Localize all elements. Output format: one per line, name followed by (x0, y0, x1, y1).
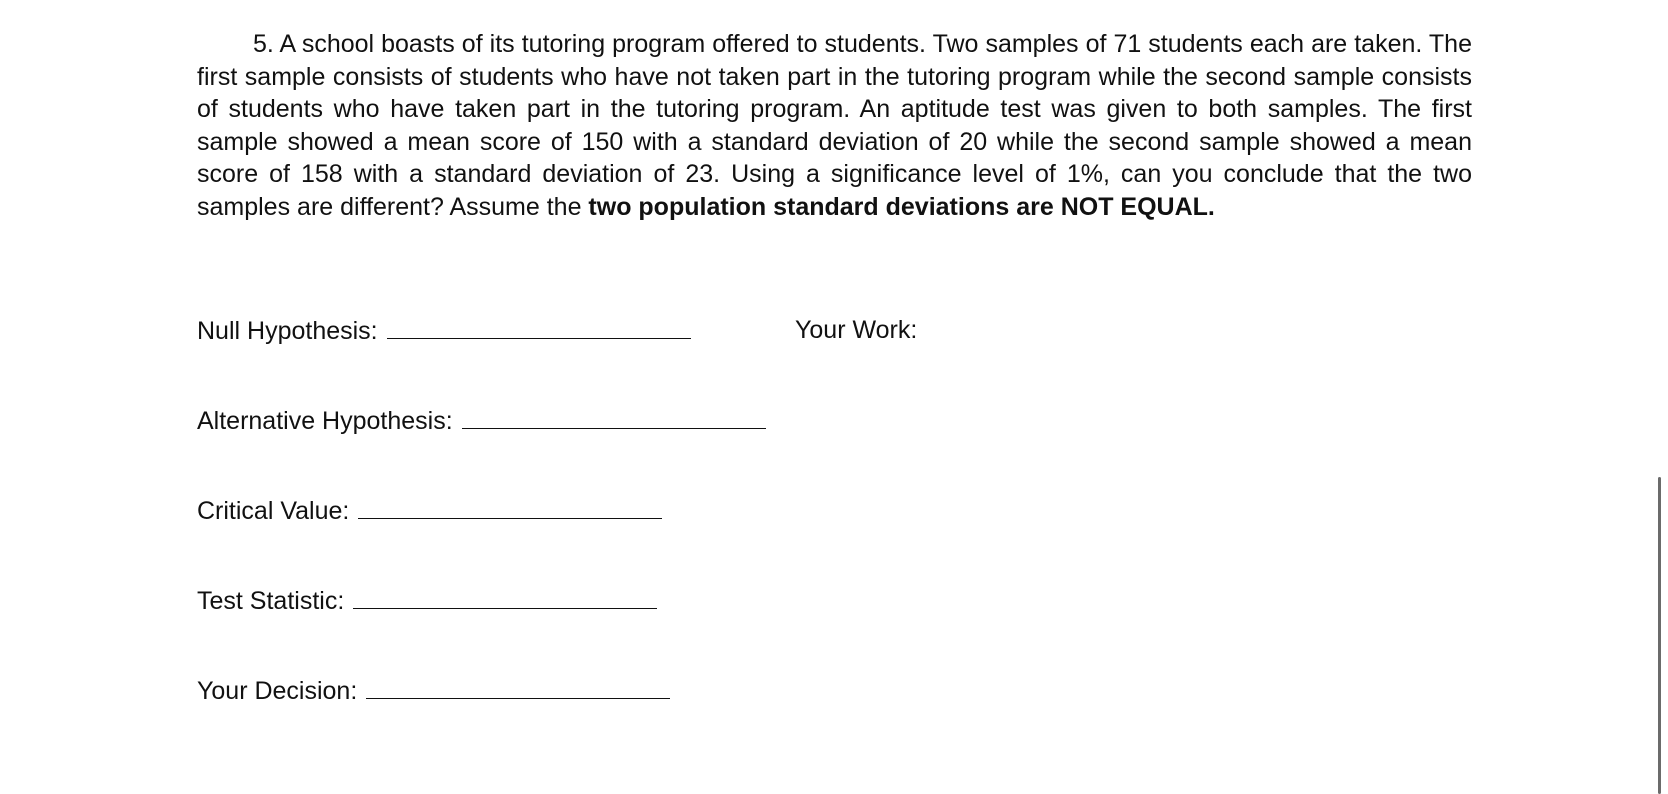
your-work-label: Your Work: (795, 316, 918, 344)
your-decision-label: Your Decision: (197, 677, 358, 705)
null-hypothesis-label: Null Hypothesis: (197, 317, 378, 345)
alternative-hypothesis-field (197, 406, 766, 436)
test-statistic-blank[interactable] (353, 586, 657, 609)
problem-emphasis: two population standard deviations are NOT EQUAL. (588, 192, 1215, 221)
critical-value-label: Critical Value: (197, 497, 350, 525)
null-hypothesis-field (197, 316, 691, 346)
problem-statement (197, 28, 1472, 224)
critical-value-blank[interactable] (358, 496, 662, 519)
problem-text: 5. A school boasts of its tutoring program offered to students. Two samples of 71 students each are taken. The first sample consists of students who have not taken part in the tutoring program while the second sample consists of students who have taken part in the tutoring program. An aptitude test was given to both samples. The first sample showed a mean score of 150 with a standard deviation of 20 while the second sample showed a mean score of 158 with a standard deviation of 23. Using a significance level of 1%, can you conclude that the two samples are different? Assume the (197, 30, 1472, 221)
null-hypothesis-blank[interactable] (387, 316, 691, 339)
your-decision-blank[interactable] (366, 676, 670, 699)
alternative-hypothesis-label: Alternative Hypothesis: (197, 407, 453, 435)
test-statistic-field (197, 586, 657, 616)
alternative-hypothesis-blank[interactable] (462, 406, 766, 429)
test-statistic-label: Test Statistic: (197, 587, 345, 615)
critical-value-field (197, 496, 662, 526)
vertical-scrollbar[interactable] (1658, 477, 1661, 794)
your-decision-field (197, 676, 670, 706)
